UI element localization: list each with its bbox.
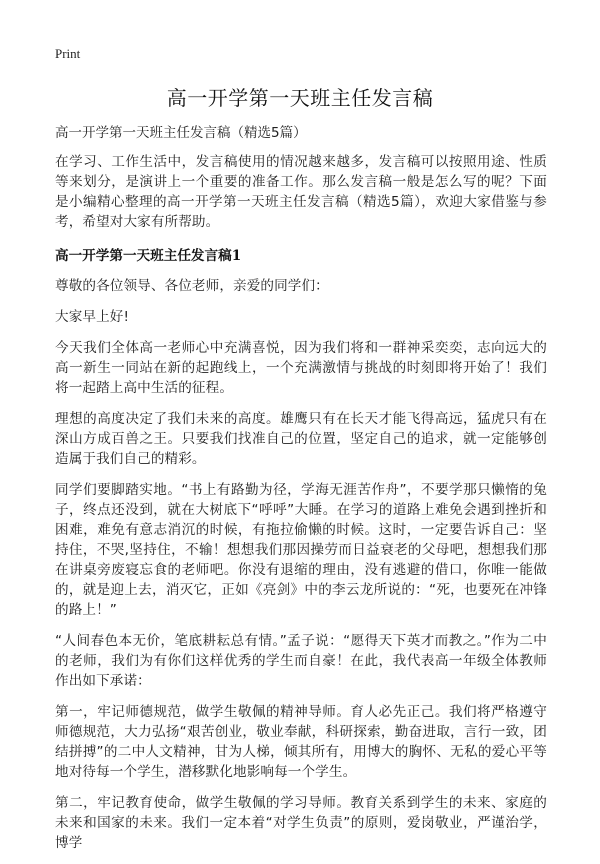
document-subtitle: 高一开学第一天班主任发言稿（精选5篇） [55,125,307,141]
body-paragraph: 第二，牢记教育使命，做学生敬佩的学习导师。教育关系到学生的未来、家庭的未来和国家的未来。我们一定本着“对学生负责”的原则，爱岗敬业，严谨治学，博学 [55,795,547,851]
body-paragraph: “人间春色本无价，笔底耕耘总有情。”孟子说：“愿得天下英才而教之。”作为二中的老师，我们为有你们这样优秀的学生而自豪！在此，我代表高一年级全体教师作出如下承诺： [55,633,547,689]
body-paragraph: 今天我们全体高一老师心中充满喜悦，因为我们将和一群神采奕奕，志向远大的高一新生一同站在新的起跑线上，一个充满激情与挑战的时刻即将开始了！我们将一起踏上高中生活的征程。 [55,340,547,396]
greeting-paragraph: 尊敬的各位领导、各位老师，亲爱的同学们： [55,278,329,294]
body-paragraph: 理想的高度决定了我们未来的高度。雄鹰只有在长天才能飞得高远，猛虎只有在深山方成百兽之王。只要我们找准自己的位置，坚定自己的追求，就一定能够创造属于我们自己的精彩。 [55,411,547,467]
intro-paragraph: 在学习、工作生活中，发言稿使用的情况越来越多，发言稿可以按照用途、性质等来划分，是演讲上一个重要的准备工作。那么发言稿一般是怎么写的呢？下面是小编精心整理的高一开学第一天班主任发言稿（精选5篇），欢迎大家借鉴与参考，希望对大家有所帮助。 [55,154,547,230]
section-heading: 高一开学第一天班主任发言稿1 [55,248,242,264]
document-title: 高一开学第一天班主任发言稿 [166,86,434,110]
document-body [55,152,547,864]
body-paragraph: 第一，牢记师德规范，做学生敬佩的精神导师。育人必先正己。我们将严格遵守师德规范，大力弘扬“艰苦创业，敬业奉献，科研探索，勤奋进取，言行一致，团结拼搏”的二中人文精神，甘为人梯，倾其所有，用博大的胸怀、无私的爱心平等地对待每一个学生，潜移默化地影响每一个学生。 [55,704,547,780]
greeting-paragraph: 大家早上好! [55,309,130,325]
print-label: Print [55,46,81,61]
body-paragraph: 同学们要脚踏实地。“书上有路勤为径，学海无涯苦作舟”，不要学那只懒惰的兔子，终点还没到，就在大树底下“呼呼”大睡。在学习的道路上难免会遇到挫折和困难，难免有意志消沉的时候，有拖拉偷懒的时候。这时，一定要告诉自己：坚持住，不哭,坚持住，不输！想想我们那因操劳而日益衰老的父母吧，想想我们那在讲桌旁废寝忘食的老师吧。你没有退缩的理由，没有逃避的借口，你唯一能做的，就是迎上去，消灭它，正如《亮剑》中的李云龙所说的：“死，也要死在冲锋的路上！” [55,482,547,618]
